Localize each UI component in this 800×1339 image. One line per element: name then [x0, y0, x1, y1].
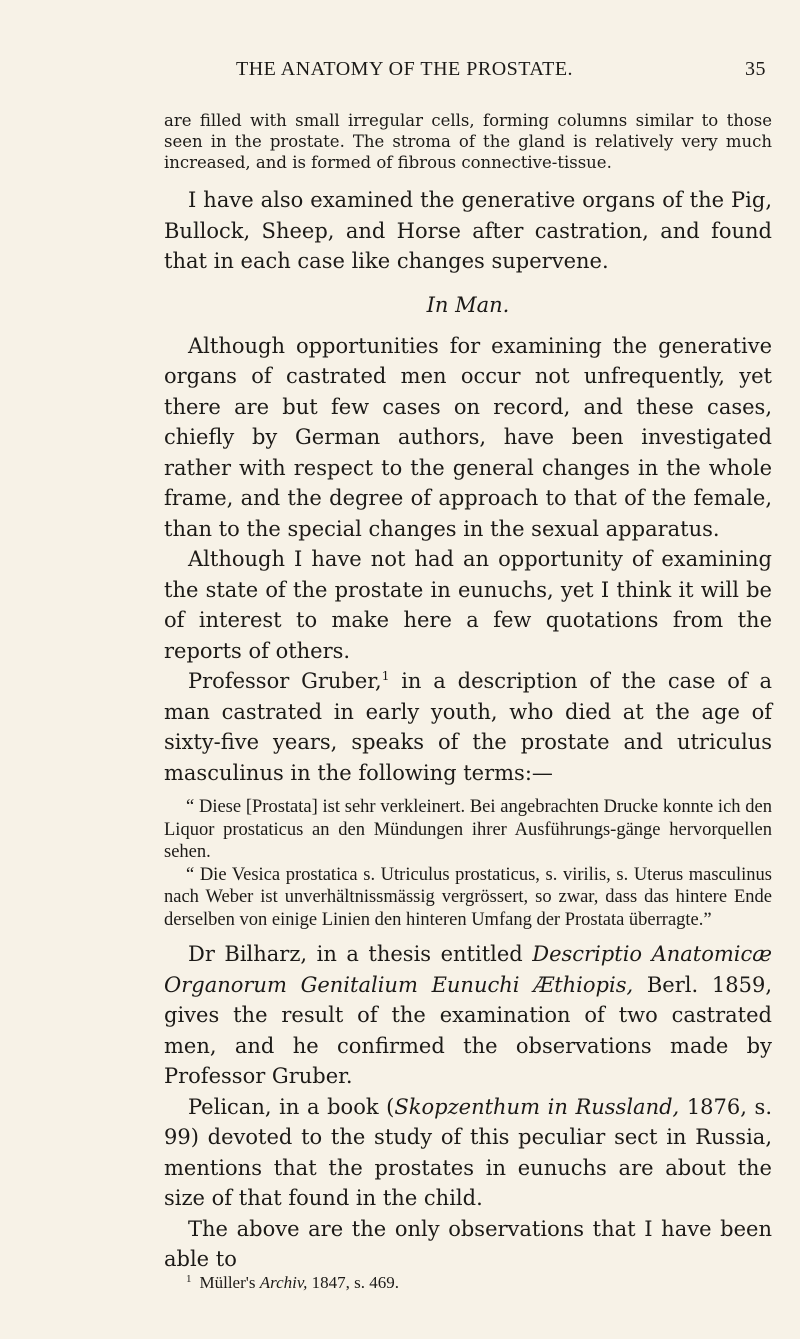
footnote-reference: 1	[381, 669, 390, 683]
pelican-text-end: 1876, s. 99) devoted to the study of this peculiar sect in Russia, mentions that the prostates in eunuchs are about the size of that found in the child.	[164, 1094, 773, 1210]
footnote-mark: 1	[186, 1273, 192, 1285]
section-heading: In Man.	[426, 292, 510, 317]
body-text	[164, 110, 772, 1275]
paragraph-bilharz	[164, 939, 772, 1092]
gruber-text-start: Professor Gruber,	[188, 669, 382, 693]
paragraph-pelican	[164, 1092, 772, 1214]
footnote	[186, 1273, 399, 1293]
bilharz-thesis-title: Descriptio Anatomicæ Organorum Genitalium Eunuchi Æthiopis,	[164, 942, 772, 997]
paragraph-closing: The above are the only observations that I have been able to	[164, 1216, 772, 1271]
paragraph-animals: I have also examined the generative organs of the Pig, Bullock, Sheep, and Horse after castration, and found that in each case like changes supervene.	[164, 188, 772, 273]
pelican-book-title: Skopzenthum in Russland,	[394, 1094, 680, 1119]
running-head-title: THE ANATOMY OF THE PROSTATE.	[236, 58, 574, 80]
gruber-text-end: in a description of the case of a man castrated in early youth, who died at the age of sixty-five years, speaks of the prostate and utriculus masculinus in the following terms:—	[164, 669, 773, 785]
page-number: 35	[745, 58, 766, 80]
footnote-journal-title: Archiv,	[259, 1273, 308, 1292]
german-quote-prostata: “ Diese [Prostata] ist sehr verkleinert. Bei angebrachten Drucke konnte ich den Liquor prostaticus an den Mündungen ihrer Ausführungs-gänge hervorquellen sehen.	[164, 797, 772, 862]
footnote-text-end: 1847, s. 469.	[307, 1273, 399, 1292]
bilharz-text-end: Berl. 1859, gives the result of the examination of two castrated men, and he confirmed the observations made by Professor Gruber.	[164, 972, 772, 1088]
paragraph-eunuchs: Although I have not had an opportunity of examining the state of the prostate in eunuchs, yet I think it will be of interest to make here a few quotations from the reports of others.	[164, 547, 772, 663]
paragraph-gruber	[164, 666, 772, 788]
footnote-text-start: Müller's	[199, 1273, 260, 1292]
running-head	[166, 58, 766, 84]
bilharz-text-start: Dr Bilharz, in a thesis entitled	[188, 942, 533, 966]
paragraph-continuation: are filled with small irregular cells, forming columns similar to those seen in the prostate. The stroma of the gland is relatively very much increased, and is formed of fibrous connective-tissue.	[164, 111, 772, 172]
pelican-text-start: Pelican, in a book (	[188, 1094, 395, 1119]
german-quote-vesica: “ Die Vesica prostatica s. Utriculus prostaticus, s. virilis, s. Uterus masculinus nach Weber ist unverhältnissmässig vergrössert, so zwar, dass das hintere Ende derselben von einige Linien den hinteren Umfang der Prostata überragte.”	[164, 864, 772, 930]
paragraph-castrated-men: Although opportunities for examining the generative organs of castrated men occur not unfrequently, yet there are but few cases on record, and these cases, chiefly by German authors, have been investigated rather with respect to the general changes in the whole frame, and the degree of approach to that of the female, than to the special changes in the sexual apparatus.	[164, 333, 772, 541]
